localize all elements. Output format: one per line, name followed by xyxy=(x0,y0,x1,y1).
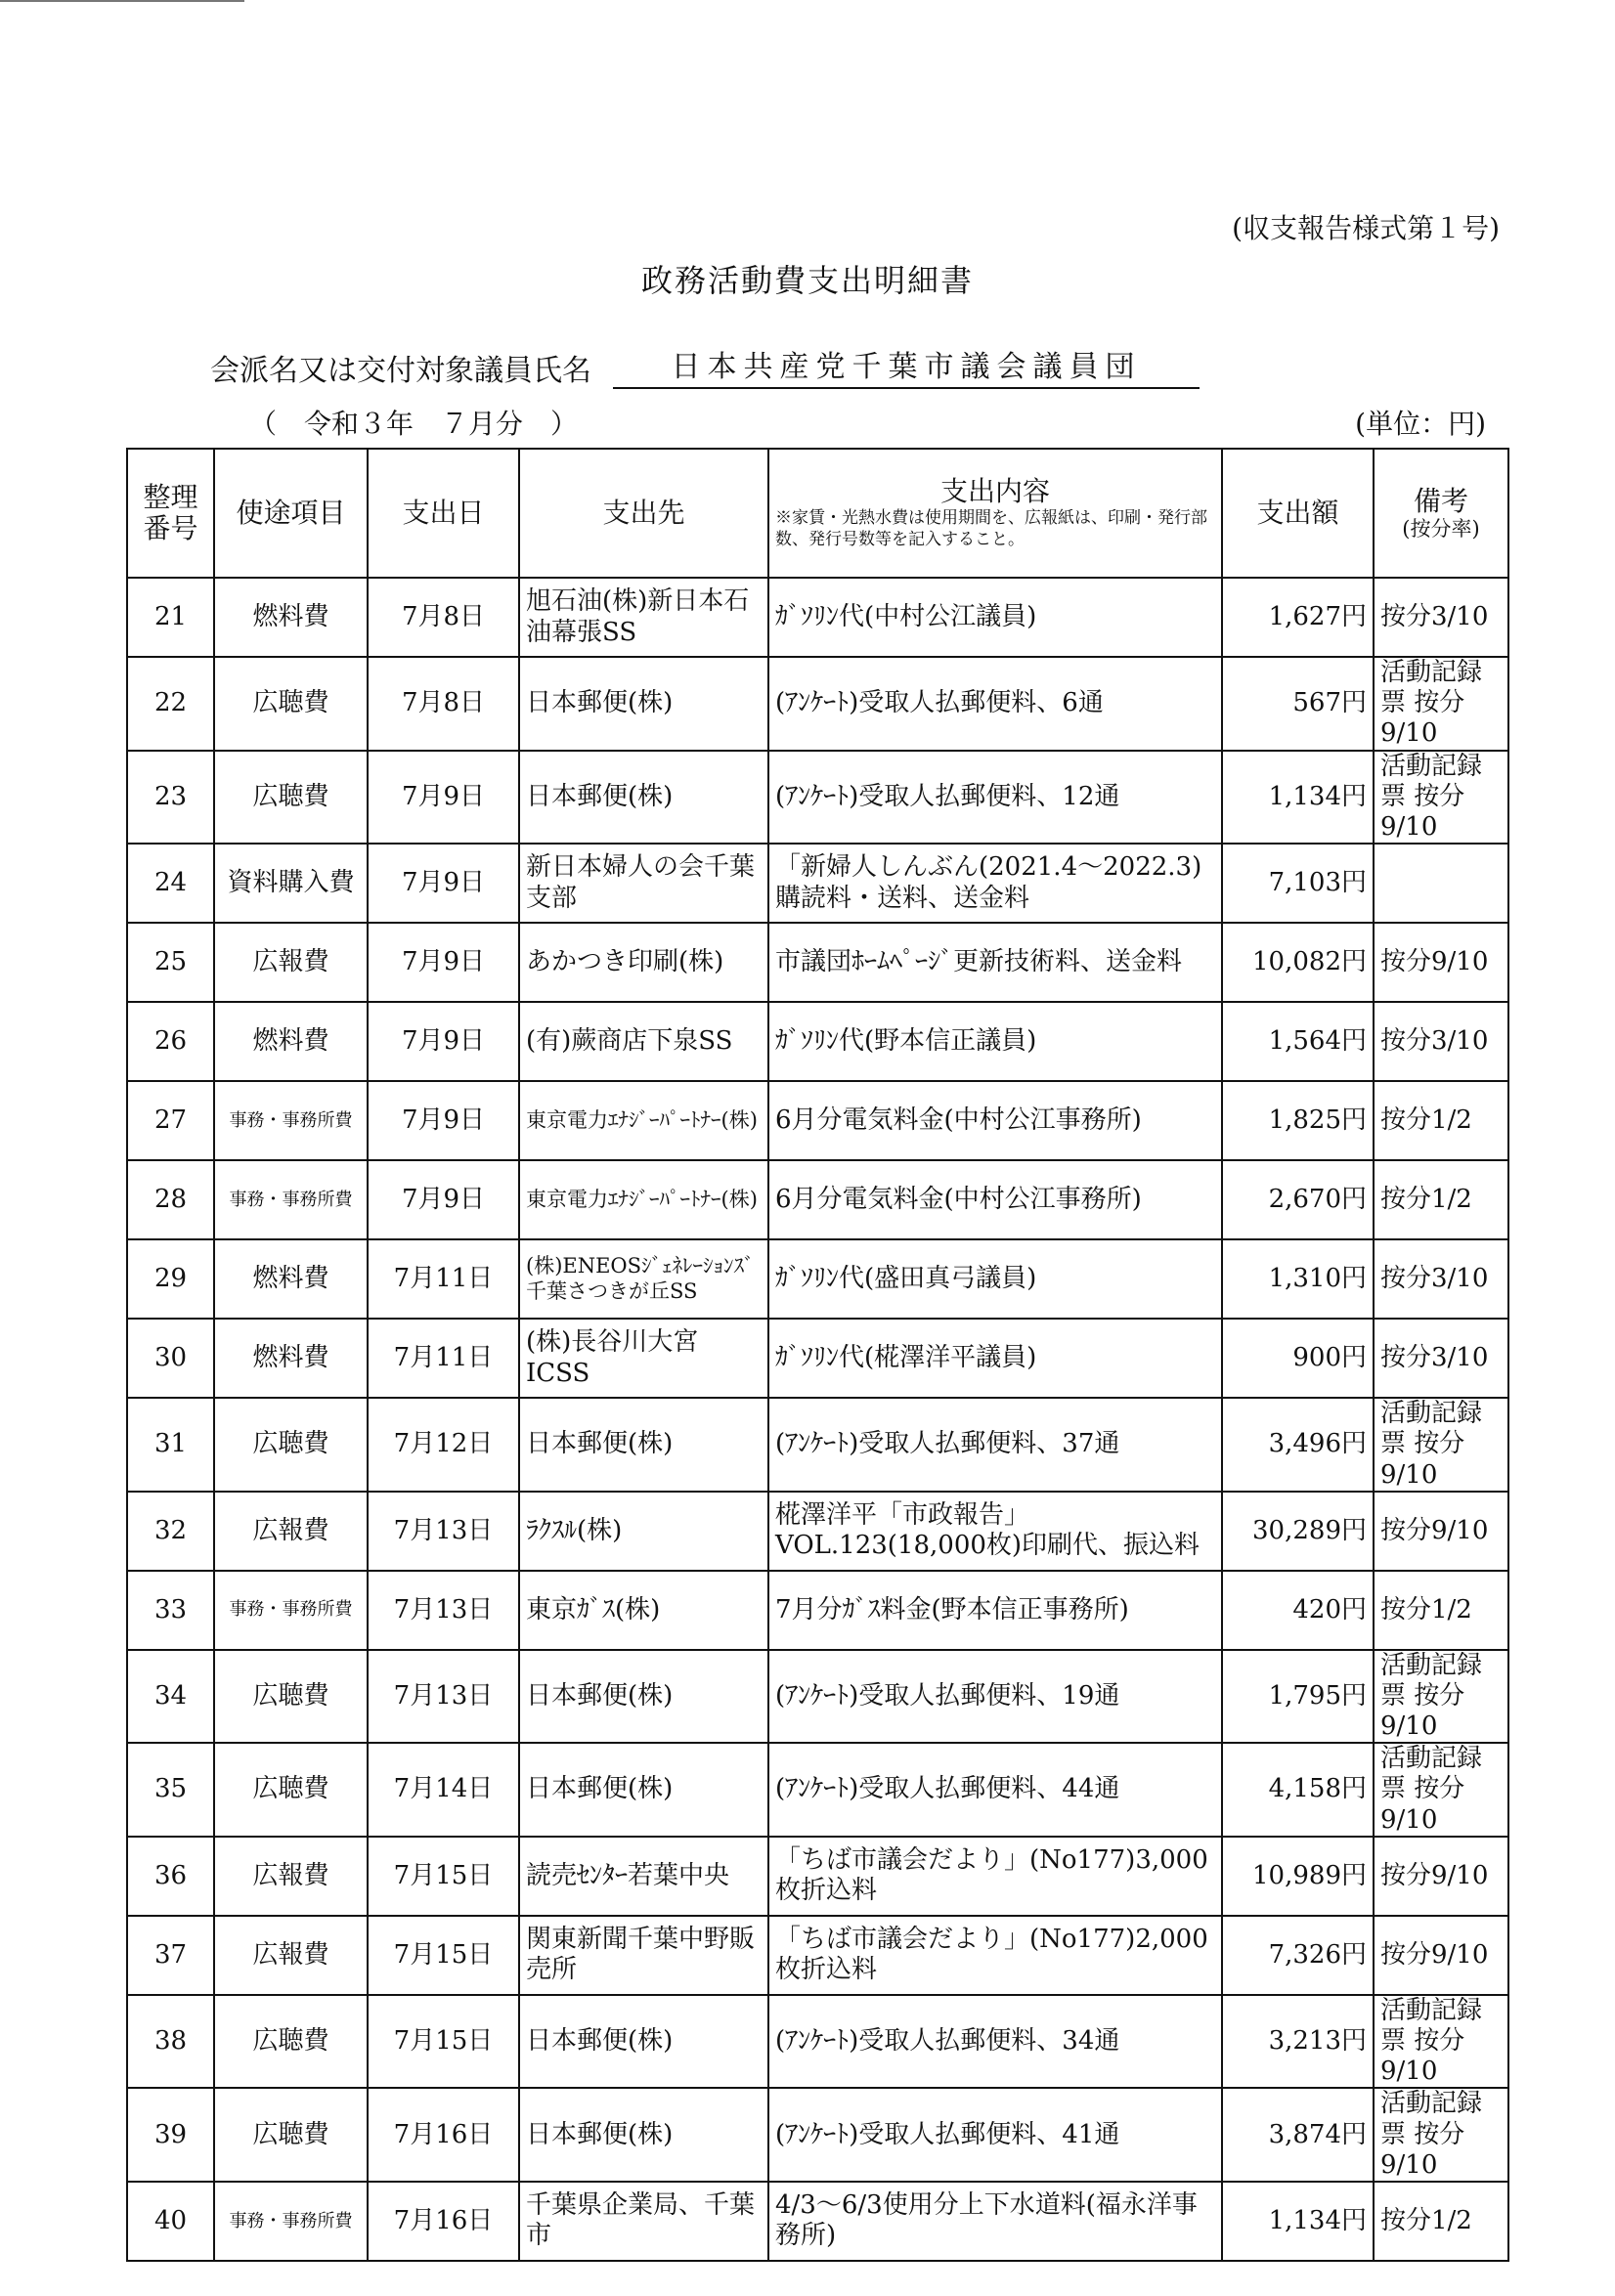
header-content xyxy=(768,449,1222,578)
form-number: (収支報告様式第１号) xyxy=(1232,212,1500,244)
header-category: 使途項目 xyxy=(214,449,368,578)
row-note: 活動記録票 按分9/10 xyxy=(1374,1398,1508,1492)
header-note-sub: (按分率) xyxy=(1402,517,1480,542)
table-row xyxy=(127,1650,1508,1744)
table-row xyxy=(127,1239,1508,1319)
table-header-row xyxy=(127,449,1508,578)
row-no: 39 xyxy=(127,2088,214,2182)
row-category: 事務・事務所費 xyxy=(214,2182,368,2261)
row-payee: (株)ENEOSｼﾞｪﾈﾚｰｼｮﾝｽﾞ千葉さつきが丘SS xyxy=(519,1239,768,1319)
row-content: (ｱﾝｹｰﾄ)受取人払郵便料、44通 xyxy=(768,1743,1222,1837)
row-date: 7月9日 xyxy=(368,1002,519,1081)
row-category: 燃料費 xyxy=(214,1002,368,1081)
table-row xyxy=(127,1398,1508,1492)
expenditure-table xyxy=(126,448,1509,2262)
row-date: 7月16日 xyxy=(368,2088,519,2182)
row-amount: 1,134円 xyxy=(1222,2182,1374,2261)
row-no: 31 xyxy=(127,1398,214,1492)
row-no: 27 xyxy=(127,1081,214,1160)
row-date: 7月9日 xyxy=(368,1081,519,1160)
row-content: 椛澤洋平「市政報告」VOL.123(18,000枚)印刷代、振込料 xyxy=(768,1492,1222,1571)
row-date: 7月9日 xyxy=(368,751,519,845)
row-note: 按分3/10 xyxy=(1374,1239,1508,1319)
row-amount: 1,795円 xyxy=(1222,1650,1374,1744)
reporting-period: （ 令和３年 ７月分 ） xyxy=(249,408,579,440)
row-amount: 4,158円 xyxy=(1222,1743,1374,1837)
party-label: 会派名又は交付対象議員氏名 xyxy=(210,354,591,388)
row-content: ｶﾞｿﾘﾝ代(盛田真弓議員) xyxy=(768,1239,1222,1319)
row-payee: 東京電力ｴﾅｼﾞｰﾊﾟｰﾄﾅｰ(株) xyxy=(519,1081,768,1160)
row-payee: 旭石油(株)新日本石油幕張SS xyxy=(519,578,768,657)
row-note: 活動記録票 按分9/10 xyxy=(1374,751,1508,845)
row-category: 広聴費 xyxy=(214,2088,368,2182)
row-note: 按分9/10 xyxy=(1374,1837,1508,1916)
row-payee: 東京ｶﾞｽ(株) xyxy=(519,1571,768,1650)
row-note: 活動記録票 按分9/10 xyxy=(1374,2088,1508,2182)
row-content: 7月分ｶﾞｽ料金(野本信正事務所) xyxy=(768,1571,1222,1650)
row-payee: 日本郵便(株) xyxy=(519,1398,768,1492)
row-note: 按分3/10 xyxy=(1374,1319,1508,1398)
row-category: 事務・事務所費 xyxy=(214,1160,368,1239)
row-no: 33 xyxy=(127,1571,214,1650)
table-body xyxy=(127,578,1508,2261)
row-category: 燃料費 xyxy=(214,1239,368,1319)
row-category: 広聴費 xyxy=(214,1743,368,1837)
row-date: 7月9日 xyxy=(368,1160,519,1239)
row-note xyxy=(1374,844,1508,923)
row-note: 按分1/2 xyxy=(1374,1160,1508,1239)
scan-artifact-line xyxy=(0,0,244,2)
row-note: 按分1/2 xyxy=(1374,1571,1508,1650)
row-amount: 1,564円 xyxy=(1222,1002,1374,1081)
table-row xyxy=(127,1995,1508,2089)
row-category: 広報費 xyxy=(214,1916,368,1995)
party-row xyxy=(210,342,1200,389)
header-content-note: ※家賃・光熱水費は使用期間を、広報紙は、印刷・発行部数、発行号数等を記入すること。 xyxy=(775,508,1207,550)
row-content: 「新婦人しんぶん(2021.4～2022.3)購読料・送料、送金料 xyxy=(768,844,1222,923)
row-note: 活動記録票 按分9/10 xyxy=(1374,1995,1508,2089)
row-date: 7月15日 xyxy=(368,1837,519,1916)
row-no: 40 xyxy=(127,2182,214,2261)
row-payee: 東京電力ｴﾅｼﾞｰﾊﾟｰﾄﾅｰ(株) xyxy=(519,1160,768,1239)
header-note-title: 備考 xyxy=(1413,484,1468,517)
table-row xyxy=(127,1743,1508,1837)
row-content: (ｱﾝｹｰﾄ)受取人払郵便料、12通 xyxy=(768,751,1222,845)
row-note: 按分9/10 xyxy=(1374,923,1508,1002)
row-category: 燃料費 xyxy=(214,578,368,657)
row-payee: 新日本婦人の会千葉支部 xyxy=(519,844,768,923)
row-amount: 420円 xyxy=(1222,1571,1374,1650)
row-content: 「ちば市議会だより」(No177)3,000枚折込料 xyxy=(768,1837,1222,1916)
table-row xyxy=(127,657,1508,751)
row-payee: 日本郵便(株) xyxy=(519,1650,768,1744)
row-no: 21 xyxy=(127,578,214,657)
row-date: 7月15日 xyxy=(368,1995,519,2089)
row-content: 6月分電気料金(中村公江事務所) xyxy=(768,1081,1222,1160)
party-name: 日本共産党千葉市議会議員団 xyxy=(613,342,1200,389)
row-amount: 10,082円 xyxy=(1222,923,1374,1002)
row-payee: あかつき印刷(株) xyxy=(519,923,768,1002)
row-content: ｶﾞｿﾘﾝ代(椛澤洋平議員) xyxy=(768,1319,1222,1398)
row-date: 7月12日 xyxy=(368,1398,519,1492)
row-no: 26 xyxy=(127,1002,214,1081)
row-no: 24 xyxy=(127,844,214,923)
row-content: (ｱﾝｹｰﾄ)受取人払郵便料、19通 xyxy=(768,1650,1222,1744)
row-payee: 千葉県企業局、千葉市 xyxy=(519,2182,768,2261)
table-row xyxy=(127,2182,1508,2261)
row-category: 事務・事務所費 xyxy=(214,1571,368,1650)
row-no: 36 xyxy=(127,1837,214,1916)
row-date: 7月8日 xyxy=(368,578,519,657)
row-amount: 7,326円 xyxy=(1222,1916,1374,1995)
row-amount: 1,627円 xyxy=(1222,578,1374,657)
row-amount: 3,874円 xyxy=(1222,2088,1374,2182)
row-payee: 日本郵便(株) xyxy=(519,657,768,751)
row-payee: 日本郵便(株) xyxy=(519,2088,768,2182)
row-date: 7月9日 xyxy=(368,923,519,1002)
row-category: 広報費 xyxy=(214,923,368,1002)
table-row xyxy=(127,1319,1508,1398)
row-content: 6月分電気料金(中村公江事務所) xyxy=(768,1160,1222,1239)
row-no: 23 xyxy=(127,751,214,845)
row-payee: ﾗｸｽﾙ(株) xyxy=(519,1492,768,1571)
table-row xyxy=(127,1916,1508,1995)
row-content: (ｱﾝｹｰﾄ)受取人払郵便料、34通 xyxy=(768,1995,1222,2089)
row-no: 22 xyxy=(127,657,214,751)
header-payee: 支出先 xyxy=(519,449,768,578)
row-date: 7月14日 xyxy=(368,1743,519,1837)
row-date: 7月11日 xyxy=(368,1239,519,1319)
table-row xyxy=(127,1837,1508,1916)
row-amount: 3,496円 xyxy=(1222,1398,1374,1492)
row-no: 25 xyxy=(127,923,214,1002)
row-amount: 10,989円 xyxy=(1222,1837,1374,1916)
row-amount: 1,825円 xyxy=(1222,1081,1374,1160)
table-row xyxy=(127,844,1508,923)
row-date: 7月13日 xyxy=(368,1650,519,1744)
row-category: 資料購入費 xyxy=(214,844,368,923)
row-content: (ｱﾝｹｰﾄ)受取人払郵便料、6通 xyxy=(768,657,1222,751)
row-note: 按分1/2 xyxy=(1374,1081,1508,1160)
row-date: 7月8日 xyxy=(368,657,519,751)
row-amount: 30,289円 xyxy=(1222,1492,1374,1571)
row-amount: 7,103円 xyxy=(1222,844,1374,923)
row-date: 7月9日 xyxy=(368,844,519,923)
row-no: 35 xyxy=(127,1743,214,1837)
row-note: 按分9/10 xyxy=(1374,1916,1508,1995)
table-row xyxy=(127,578,1508,657)
table-row xyxy=(127,923,1508,1002)
row-no: 34 xyxy=(127,1650,214,1744)
row-payee: 日本郵便(株) xyxy=(519,1743,768,1837)
currency-unit: (単位：円) xyxy=(1355,408,1486,440)
row-category: 広聴費 xyxy=(214,657,368,751)
row-no: 30 xyxy=(127,1319,214,1398)
row-note: 按分3/10 xyxy=(1374,1002,1508,1081)
document-title: 政務活動費支出明細書 xyxy=(640,262,974,299)
row-category: 広報費 xyxy=(214,1492,368,1571)
row-category: 燃料費 xyxy=(214,1319,368,1398)
header-content-title: 支出内容 xyxy=(939,474,1050,507)
row-amount: 1,310円 xyxy=(1222,1239,1374,1319)
row-category: 広聴費 xyxy=(214,751,368,845)
table-row xyxy=(127,1081,1508,1160)
header-amount: 支出額 xyxy=(1222,449,1374,578)
row-amount: 1,134円 xyxy=(1222,751,1374,845)
row-note: 活動記録票 按分9/10 xyxy=(1374,1743,1508,1837)
row-content: 市議団ﾎｰﾑﾍﾟｰｼﾞ更新技術料、送金料 xyxy=(768,923,1222,1002)
row-payee: (有)蕨商店下泉SS xyxy=(519,1002,768,1081)
row-category: 事務・事務所費 xyxy=(214,1081,368,1160)
row-content: (ｱﾝｹｰﾄ)受取人払郵便料、41通 xyxy=(768,2088,1222,2182)
row-content: ｶﾞｿﾘﾝ代(中村公江議員) xyxy=(768,578,1222,657)
row-payee: 日本郵便(株) xyxy=(519,751,768,845)
table-row xyxy=(127,2088,1508,2182)
row-category: 広報費 xyxy=(214,1837,368,1916)
row-date: 7月15日 xyxy=(368,1916,519,1995)
row-content: ｶﾞｿﾘﾝ代(野本信正議員) xyxy=(768,1002,1222,1081)
row-payee: 関東新聞千葉中野販売所 xyxy=(519,1916,768,1995)
row-date: 7月13日 xyxy=(368,1492,519,1571)
row-no: 32 xyxy=(127,1492,214,1571)
table-row xyxy=(127,751,1508,845)
row-note: 按分1/2 xyxy=(1374,2182,1508,2261)
row-payee: 読売ｾﾝﾀｰ若葉中央 xyxy=(519,1837,768,1916)
header-note xyxy=(1374,449,1508,578)
table-row xyxy=(127,1571,1508,1650)
row-content: (ｱﾝｹｰﾄ)受取人払郵便料、37通 xyxy=(768,1398,1222,1492)
row-no: 38 xyxy=(127,1995,214,2089)
row-category: 広聴費 xyxy=(214,1398,368,1492)
table-row xyxy=(127,1492,1508,1571)
row-date: 7月16日 xyxy=(368,2182,519,2261)
row-no: 29 xyxy=(127,1239,214,1319)
row-payee: (株)長谷川大宮ICSS xyxy=(519,1319,768,1398)
row-note: 活動記録票 按分9/10 xyxy=(1374,657,1508,751)
row-content: 4/3～6/3使用分上下水道料(福永洋事務所) xyxy=(768,2182,1222,2261)
header-date: 支出日 xyxy=(368,449,519,578)
row-date: 7月13日 xyxy=(368,1571,519,1650)
row-date: 7月11日 xyxy=(368,1319,519,1398)
row-payee: 日本郵便(株) xyxy=(519,1995,768,2089)
row-note: 活動記録票 按分9/10 xyxy=(1374,1650,1508,1744)
row-content: 「ちば市議会だより」(No177)2,000枚折込料 xyxy=(768,1916,1222,1995)
table-row xyxy=(127,1160,1508,1239)
row-no: 28 xyxy=(127,1160,214,1239)
row-amount: 2,670円 xyxy=(1222,1160,1374,1239)
table-row xyxy=(127,1002,1508,1081)
row-amount: 567円 xyxy=(1222,657,1374,751)
row-amount: 900円 xyxy=(1222,1319,1374,1398)
row-amount: 3,213円 xyxy=(1222,1995,1374,2089)
row-no: 37 xyxy=(127,1916,214,1995)
row-note: 按分3/10 xyxy=(1374,578,1508,657)
row-note: 按分9/10 xyxy=(1374,1492,1508,1571)
row-category: 広聴費 xyxy=(214,1650,368,1744)
header-no: 整理番号 xyxy=(127,449,214,578)
row-category: 広聴費 xyxy=(214,1995,368,2089)
